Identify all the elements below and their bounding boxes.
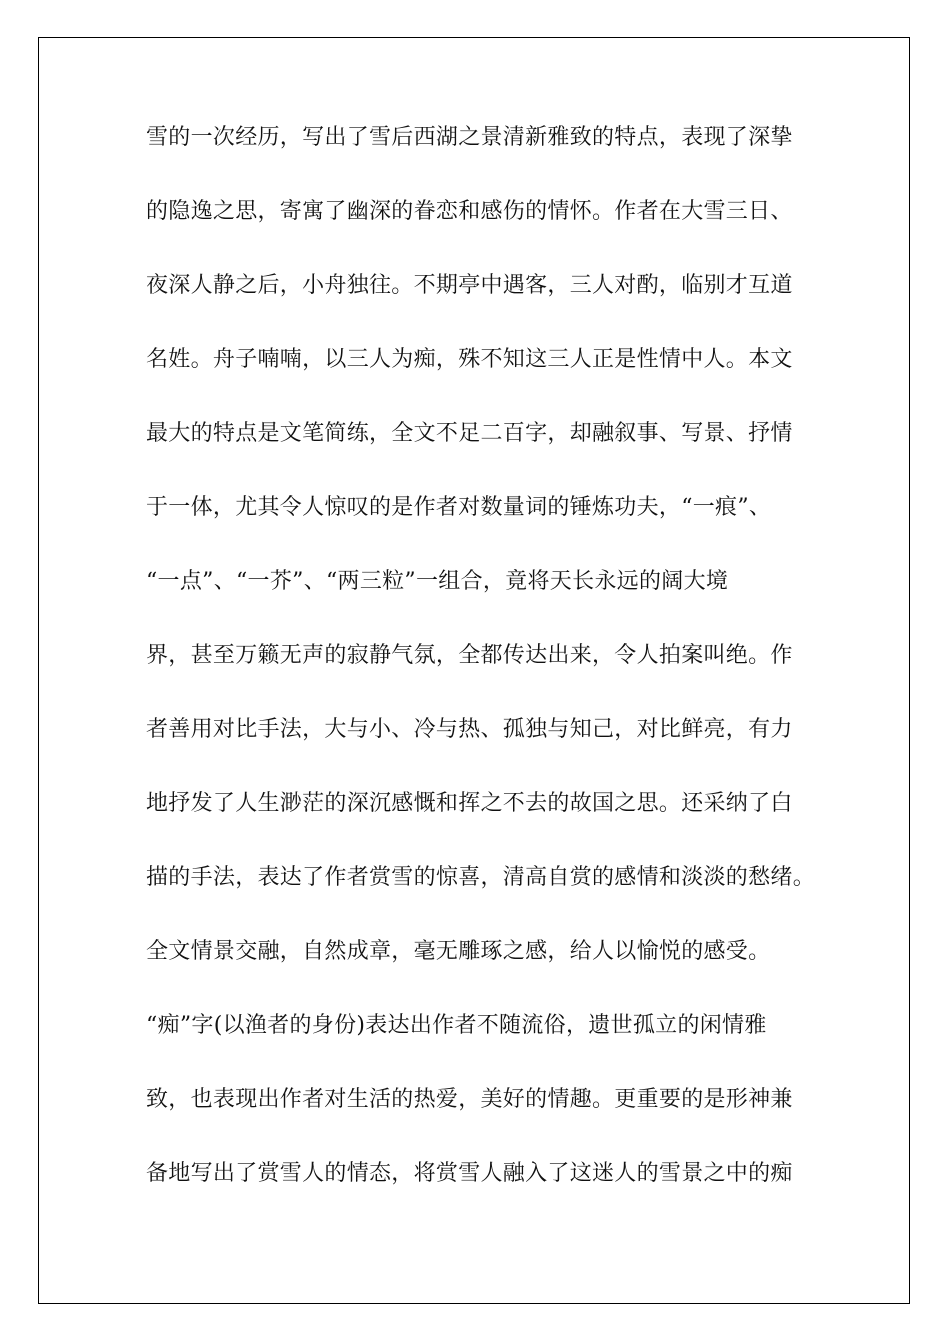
text-line-3: 夜深人静之后，小舟独往。不期亭中遇客，三人对酌，临别才互道 xyxy=(146,273,793,298)
text-line-1: 雪的一次经历，写出了雪后西湖之景清新雅致的特点，表现了深挚 xyxy=(146,125,793,150)
text-line-14: 致，也表现出作者对生活的热爱，美好的情趣。更重要的是形神兼 xyxy=(146,1087,793,1112)
text-line-2: 的隐逸之思，寄寓了幽深的眷恋和感伤的情怀。作者在大雪三日、 xyxy=(146,199,793,224)
text-line-4: 名姓。舟子喃喃，以三人为痴，殊不知这三人正是性情中人。本文 xyxy=(146,347,793,372)
text-line-8: 界，甚至万籁无声的寂静气氛，全都传达出来，令人拍案叫绝。作 xyxy=(146,643,793,668)
text-line-5: 最大的特点是文笔简练，全文不足二百字，却融叙事、写景、抒情 xyxy=(146,421,793,446)
text-line-10: 地抒发了人生渺茫的深沉感慨和挥之不去的故国之思。还采纳了白 xyxy=(146,791,793,816)
text-line-11: 描的手法，表达了作者赏雪的惊喜，清高自赏的感情和淡淡的愁绪。 xyxy=(146,865,816,890)
document-body xyxy=(146,126,826,1236)
text-line-15: 备地写出了赏雪人的情态，将赏雪人融入了这迷人的雪景之中的痴 xyxy=(146,1161,793,1186)
text-line-9: 者善用对比手法，大与小、冷与热、孤独与知己，对比鲜亮，有力 xyxy=(146,717,793,742)
text-line-7: “一点”、“一芥”、“两三粒”一组合，竟将天长永远的阔大境 xyxy=(146,569,729,594)
text-line-6: 于一体，尤其令人惊叹的是作者对数量词的锤炼功夫，“一痕”、 xyxy=(146,495,772,520)
text-line-13: “痴”字(以渔者的身份)表达出作者不随流俗，遗世孤立的闲情雅 xyxy=(146,1013,767,1038)
text-line-12: 全文情景交融，自然成章，毫无雕琢之感，给人以愉悦的感受。 xyxy=(146,939,771,964)
